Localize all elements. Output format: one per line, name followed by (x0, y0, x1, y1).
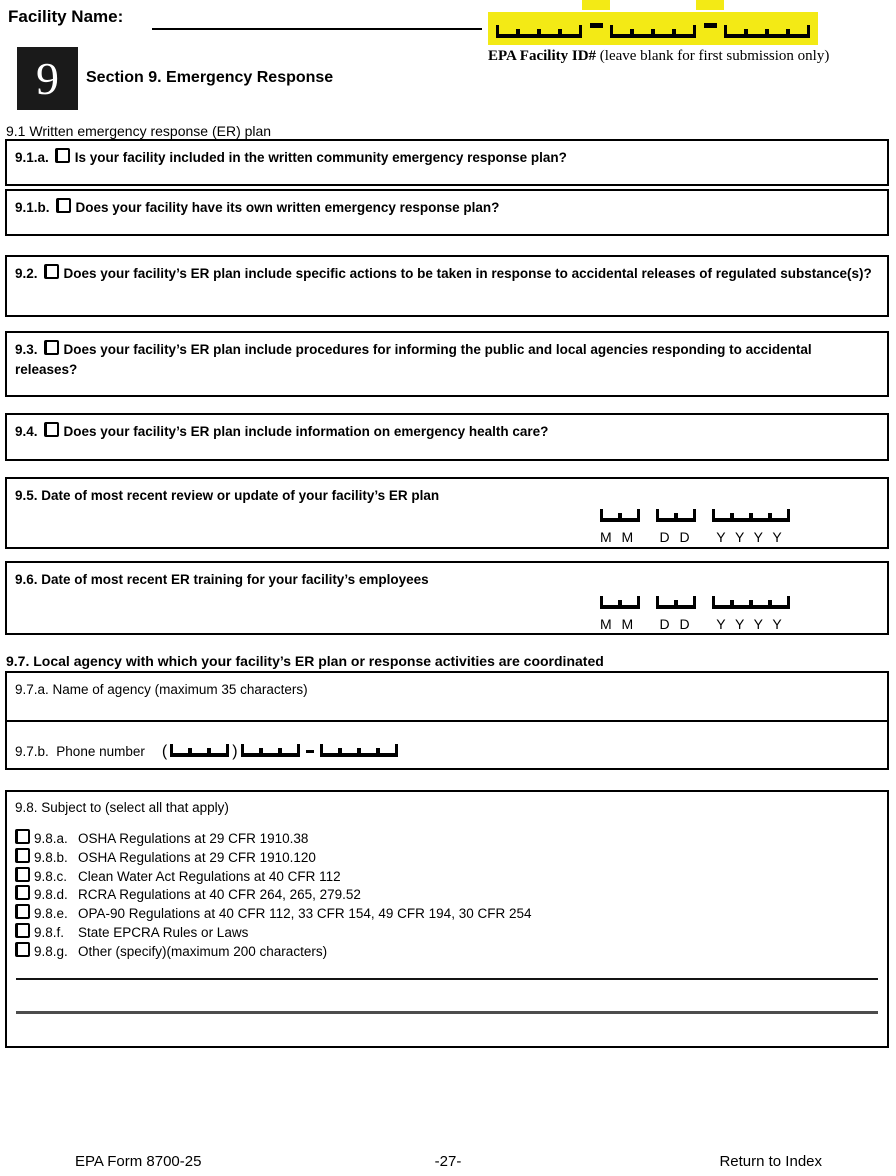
year-label: Y Y Y Y (716, 529, 782, 545)
question-row (7, 257, 887, 284)
epa-facility-id-field[interactable] (488, 12, 818, 45)
month-comb[interactable] (600, 509, 640, 522)
other-specify-line-2[interactable] (16, 1011, 878, 1014)
question-label: 9.6. Date of most recent ER training for your facility’s employees (15, 572, 429, 587)
year-label: Y Y Y Y (716, 616, 782, 632)
question-number: 9.1.a. (15, 150, 49, 165)
question-number: 9.2. (15, 266, 38, 281)
epa-id-separator (582, 12, 610, 38)
item-text: OSHA Regulations at 29 CFR 1910.38 (78, 831, 309, 846)
question-number: 9.3. (15, 342, 38, 357)
question-label: Phone number (56, 744, 145, 759)
facility-name-label: Facility Name: (8, 7, 124, 26)
item-number: 9.8.a. (34, 831, 68, 846)
checkbox-9-8-g[interactable] (15, 942, 30, 957)
question-box-9-6 (5, 561, 889, 635)
section-title: Section 9. Emergency Response (86, 69, 334, 86)
checkbox-9-3[interactable] (44, 340, 59, 355)
question-box-9-1-a (5, 139, 889, 186)
phone-dash (306, 750, 314, 753)
checkbox-9-8-c[interactable] (15, 867, 30, 882)
epa-id-separator (696, 12, 724, 38)
checkbox-9-2[interactable] (44, 264, 59, 279)
checkbox-9-8-a[interactable] (15, 829, 30, 844)
epa-id-comb-1[interactable] (496, 25, 582, 38)
epa-id-caption (488, 48, 829, 65)
subject-item (15, 904, 887, 923)
subject-item (15, 923, 887, 942)
epa-id-comb-3[interactable] (724, 25, 810, 38)
question-label: 9.7.a. Name of agency (maximum 35 characters) (15, 682, 308, 697)
month-comb[interactable] (600, 596, 640, 609)
epa-id-caption-bold: EPA Facility ID# (488, 48, 597, 64)
phone-number-box (5, 720, 889, 770)
item-text: Other (specify)(maximum 200 characters) (78, 943, 328, 959)
item-number: 9.8.d. (34, 887, 68, 903)
question-text: Does your facility’s ER plan include information on emergency health care? (63, 424, 549, 439)
item-text: OPA-90 Regulations at 40 CFR 112, 33 CFR 154, 49 CFR 194, 30 CFR 254 (78, 906, 532, 922)
section-number-box (17, 47, 78, 110)
question-row (7, 333, 887, 379)
question-number: 9.7.b. (15, 744, 49, 759)
question-box-9-2 (5, 255, 889, 317)
day-comb[interactable] (656, 509, 696, 522)
year-comb[interactable] (712, 596, 790, 609)
checkbox-9-1-b[interactable] (56, 198, 71, 213)
checkbox-9-4[interactable] (44, 422, 59, 437)
question-number: 9.1.b. (15, 200, 50, 215)
agency-name-box[interactable] (5, 671, 889, 722)
facility-name-input-line[interactable] (152, 4, 482, 30)
subject-item (15, 848, 887, 867)
return-to-index-link[interactable]: Return to Index (719, 1153, 822, 1170)
question-row (7, 191, 887, 218)
date-field-9-6 (600, 596, 806, 609)
checkbox-9-8-f[interactable] (15, 923, 30, 938)
area-code-comb[interactable] (170, 744, 229, 757)
question-text: Does your facility’s ER plan include procedures for informing the public and local agencies responding to accidental releases? (15, 342, 812, 377)
month-label: M M (600, 529, 634, 545)
item-text: Clean Water Act Regulations at 40 CFR 112 (78, 868, 341, 884)
other-specify-line-1[interactable] (16, 978, 878, 980)
item-number: 9.8.g. (34, 943, 68, 959)
epa-id-caption-rest: (leave blank for first submission only) (596, 48, 830, 64)
checkbox-9-8-d[interactable] (15, 885, 30, 900)
year-comb[interactable] (712, 509, 790, 522)
day-label: D D (659, 529, 690, 545)
question-text: Is your facility included in the written community emergency response plan? (74, 150, 567, 165)
question-box-9-3 (5, 331, 889, 397)
question-label: 9.5. Date of most recent review or update of your facility’s ER plan (15, 488, 440, 503)
subject-item (15, 942, 887, 961)
close-paren: ) (232, 743, 238, 760)
item-number: 9.8.b. (34, 849, 68, 865)
subject-item (15, 829, 887, 848)
open-paren: ( (161, 743, 168, 760)
checkbox-9-1-a[interactable] (55, 148, 70, 163)
heading-9-7: 9.7. Local agency with which your facility’s ER plan or response activities are coordinated (6, 653, 604, 669)
question-number: 9.4. (15, 424, 38, 439)
subject-heading: 9.8. Subject to (select all that apply) (15, 800, 229, 815)
item-text: RCRA Regulations at 40 CFR 264, 265, 279.52 (78, 887, 361, 903)
item-text: OSHA Regulations at 29 CFR 1910.120 (78, 849, 316, 865)
epa-id-comb-2[interactable] (610, 25, 696, 38)
form-id: EPA Form 8700-25 (75, 1153, 202, 1170)
date-format-labels (600, 616, 789, 632)
question-text: Does your facility’s ER plan include specific actions to be taken in response to accidental releases of regulated substance(s)? (63, 266, 872, 281)
section-number: 9 (36, 52, 59, 104)
item-number: 9.8.e. (34, 906, 68, 922)
month-label: M M (600, 616, 634, 632)
question-box-9-5 (5, 477, 889, 549)
subject-item (15, 885, 887, 904)
question-row (7, 141, 887, 168)
item-number: 9.8.c. (34, 868, 68, 884)
question-box-9-4 (5, 413, 889, 461)
subject-list (7, 815, 887, 961)
phone-line-comb[interactable] (320, 744, 398, 757)
checkbox-9-8-b[interactable] (15, 848, 30, 863)
date-field-9-5 (600, 509, 806, 522)
day-label: D D (659, 616, 690, 632)
heading-9-1: 9.1 Written emergency response (ER) plan (6, 123, 272, 139)
phone-prefix-comb[interactable] (241, 744, 300, 757)
checkbox-9-8-e[interactable] (15, 904, 30, 919)
item-number: 9.8.f. (34, 924, 65, 940)
date-format-labels (600, 529, 789, 545)
phone-row (7, 722, 887, 759)
question-box-9-1-b (5, 189, 889, 236)
subject-to-box (5, 790, 889, 1048)
page-number: -27- (434, 1153, 462, 1170)
question-text: Does your facility have its own written emergency response plan? (75, 200, 500, 215)
item-text: State EPCRA Rules or Laws (78, 924, 249, 940)
question-row (7, 415, 887, 442)
subject-item (15, 867, 887, 886)
day-comb[interactable] (656, 596, 696, 609)
